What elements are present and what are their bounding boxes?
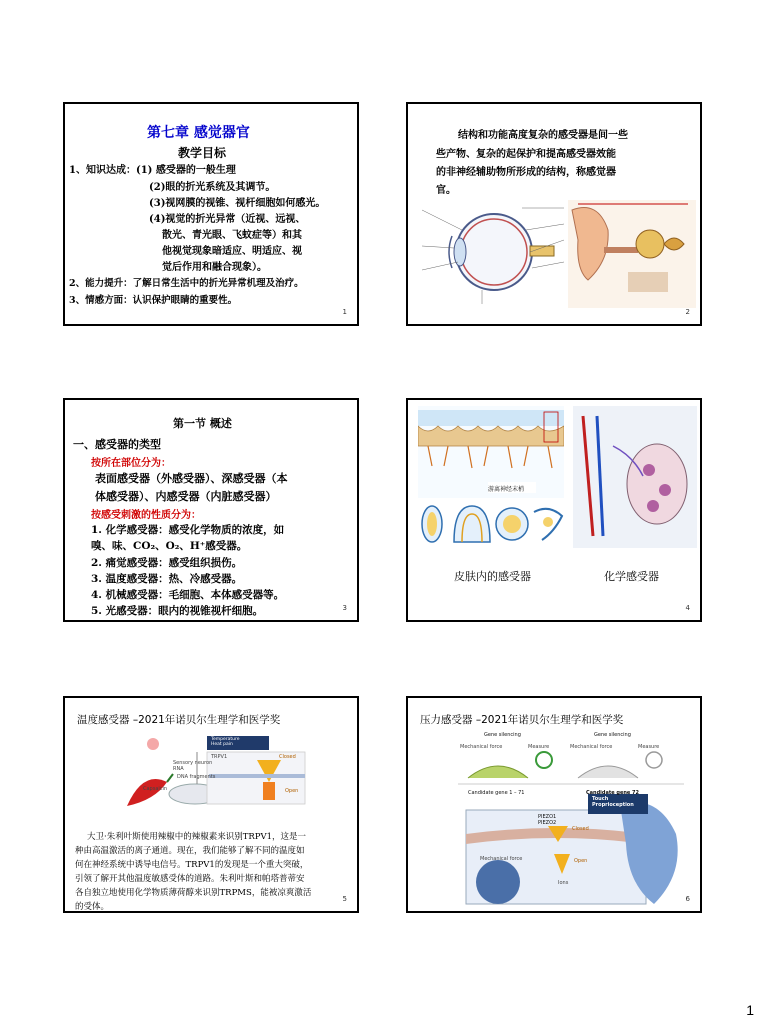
slide1-line-7: 觉后作用和融合现象）。 — [162, 262, 267, 273]
slide3-item-1b: 嗅、味、CO₂、O₂、H⁺感受器。 — [91, 540, 248, 552]
caption-skin-receptors: 皮肤内的感受器 — [454, 570, 531, 583]
slide2-line-1: 结构和功能高度复杂的感受器是间一些 — [458, 130, 628, 141]
trpv1-figure — [97, 730, 311, 812]
fig5-rna: Sensory neuron RNA — [173, 760, 213, 772]
fig6-gs2: Gene silencing — [594, 732, 631, 738]
slide3-heading: 一、感受器的类型 — [73, 438, 161, 451]
slide-5 — [63, 696, 359, 913]
slide1-title: 第七章 感觉器官 — [147, 125, 250, 141]
slide2-line-2: 些产物、复杂的起保护和提高感受器效能 — [436, 149, 616, 160]
slide5-body-3: 何在神经系统中诱导电信号。TRPV1的发现是一个重大突破， — [75, 860, 309, 870]
slide5-title: 温度感受器 –2021年诺贝尔生理学和医学奖 — [77, 714, 281, 726]
fig6-piezo: PIEZO1 PIEZO2 — [538, 814, 557, 826]
receptor-types-image — [414, 502, 564, 548]
fig6-cand2: Candidate gene 72 — [586, 790, 639, 796]
slide1-page-number: 1 — [342, 308, 347, 316]
slide5-page-number: 5 — [342, 895, 347, 903]
slide2-line-3: 的非神经辅助物所形成的结构，称感觉器 — [436, 167, 616, 178]
slide-2 — [406, 102, 702, 326]
slide1-line-6: 他视觉现象暗适应、明适应、视 — [162, 246, 302, 257]
slide3-sub1: 按所在部位分为： — [91, 458, 171, 469]
slide3-item-1: 1. 化学感受器：感受化学物质的浓度，如 — [91, 524, 285, 536]
slide2-page-number: 2 — [685, 308, 690, 316]
fig5-capsaicin: Capsaicin — [143, 786, 168, 792]
slide-3 — [63, 398, 359, 622]
slide6-title: 压力感受器 –2021年诺贝尔生理学和医学奖 — [420, 714, 624, 726]
fig6-open: Open — [574, 858, 588, 864]
slide5-body-2: 种由高温激活的离子通道。现在，我们能够了解不同的温度如 — [75, 846, 305, 856]
page-number: 1 — [746, 1002, 754, 1018]
slide1-line-5: 散光、青光眼、飞蚊症等）和其 — [162, 230, 302, 241]
eye-diagram-image — [422, 200, 564, 308]
slide3-p1a: 表面感受器（外感受器）、深感受器（本 — [95, 472, 288, 485]
fig6-closed: Closed — [572, 826, 589, 832]
slide3-sub2: 按感受刺激的性质分为： — [91, 510, 201, 521]
slide5-body-1: 大卫·朱利叶斯使用辣椒中的辣椒素来识别TRPV1，这是一 — [87, 832, 307, 842]
slide5-body-6: 的受体。 — [75, 902, 110, 912]
slide5-body-5: 各自独立地使用化学物质薄荷醇来识别TRPMS，能被凉爽激活 — [75, 888, 312, 898]
slide6-page-number: 6 — [685, 895, 690, 903]
fig6-mf2: Mechanical force — [570, 744, 613, 750]
slide3-title: 第一节 概述 — [173, 417, 232, 430]
ear-diagram-image — [568, 200, 696, 308]
fig6-ms1: Measure — [528, 744, 550, 750]
slide-1 — [63, 102, 359, 326]
slide3-item-2: 2. 痛觉感受器：感受组织损伤。 — [91, 557, 243, 569]
slide1-line-4: (4)视觉的折光异常（近视、远视、 — [149, 214, 306, 225]
slide3-item-4: 4. 机械感受器：毛细胞、本体感受器等。 — [91, 589, 285, 601]
slide1-line-3: (3)视网膜的视锥、视杆细胞如何感光。 — [149, 198, 326, 209]
fig6-touch: Touch Proprioception — [592, 796, 634, 808]
fig6-gs1: Gene silencing — [484, 732, 521, 738]
fig5-open: Open — [285, 788, 299, 794]
piezo-figure — [458, 734, 684, 908]
fig5-temp: Temperature Heat pain — [211, 737, 240, 747]
fig5-closed: Closed — [279, 754, 296, 760]
slide-6 — [406, 696, 702, 913]
fig5-trpv1: TRPV1 — [211, 754, 228, 760]
slide1-line-2: (2)眼的折光系统及其调节。 — [149, 182, 276, 193]
slide1-line-1: 1、知识达成：(1) 感受器的一般生理 — [69, 165, 236, 176]
slide1-subtitle: 教学目标 — [178, 146, 227, 160]
fig5-dna: DNA fragments — [177, 774, 216, 780]
slide1-line-8: 2、能力提升：了解日常生活中的折光异常机理及治疗。 — [69, 278, 304, 289]
chemoreceptor-image — [573, 406, 697, 548]
fig6-ms2: Measure — [638, 744, 660, 750]
slide3-page-number: 3 — [342, 604, 347, 612]
slide1-line-9: 3、情感方面：认识保护眼睛的重要性。 — [69, 295, 238, 306]
slide3-item-5: 5. 光感受器：眼内的视锥视杆细胞。 — [91, 605, 264, 617]
fig6-ions: Ions — [558, 880, 569, 886]
slide-4 — [406, 398, 702, 622]
fig6-cand1: Candidate gene 1 – 71 — [468, 790, 525, 796]
slide3-p1b: 体感受器）、内感受器（内脏感受器） — [95, 490, 277, 503]
slide2-line-4: 官。 — [436, 185, 456, 196]
slide5-body-4: 引领了解开其他温度敏感受体的道路。朱利叶斯和帕塔普蒂安 — [75, 874, 305, 884]
skin-image-label: 游离神经末梢 — [488, 486, 525, 493]
fig6-mech: Mechanical force — [480, 856, 523, 862]
fig6-mf1: Mechanical force — [460, 744, 503, 750]
caption-chemoreceptors: 化学感受器 — [604, 570, 659, 583]
slide3-item-3: 3. 温度感受器：热、冷感受器。 — [91, 573, 243, 585]
slide4-page-number: 4 — [685, 604, 690, 612]
